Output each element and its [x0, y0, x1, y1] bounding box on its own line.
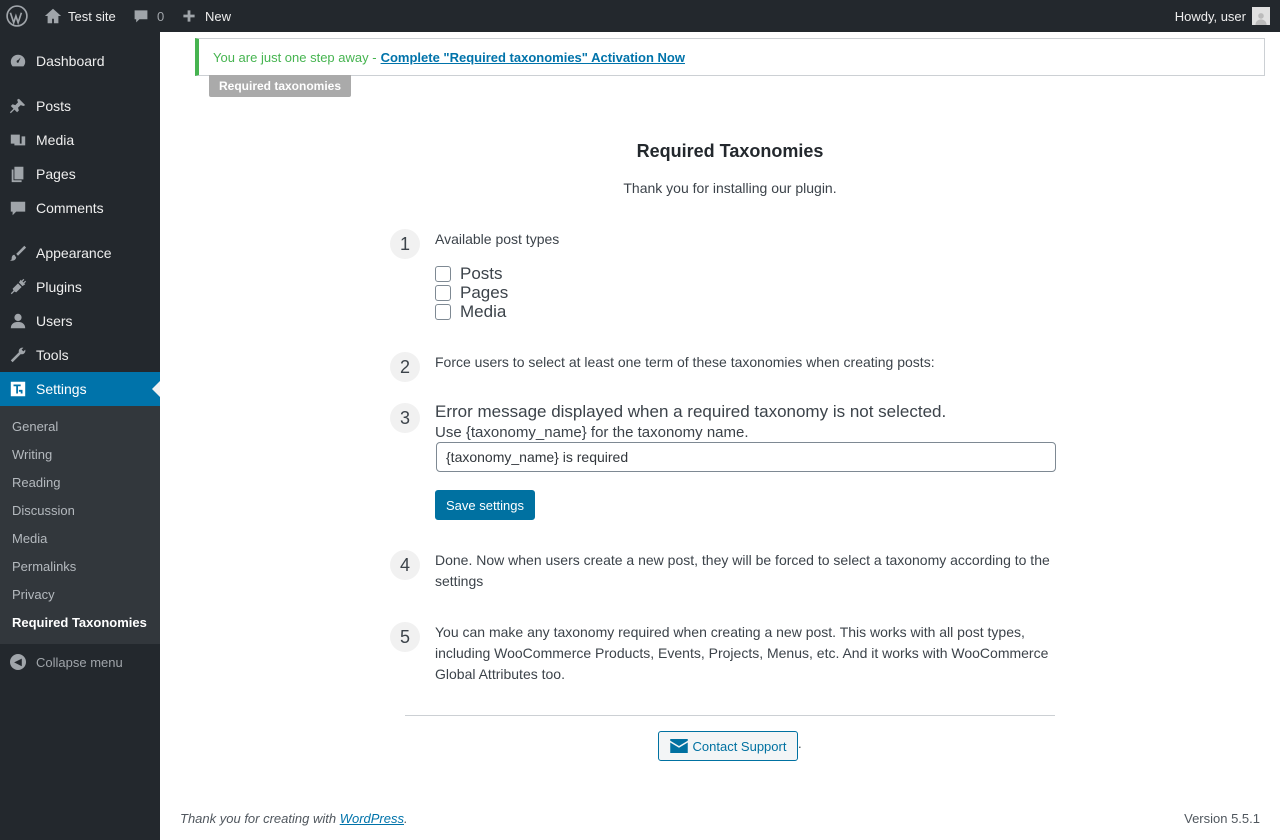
sidebar-item-label: Appearance: [36, 245, 112, 261]
pages-icon: [0, 165, 36, 183]
sidebar-item-pages[interactable]: [0, 157, 160, 191]
post-type-checkbox-posts[interactable]: [435, 264, 503, 284]
sidebar-item-label: Settings: [36, 381, 87, 397]
avatar: [1252, 7, 1270, 25]
checkbox[interactable]: [435, 285, 451, 301]
error-message-heading: Error message displayed when a required taxonomy is not selected.: [435, 402, 947, 421]
checkbox-label: Pages: [460, 283, 509, 302]
step-text: You can make any taxonomy required when creating a new post. This works with all post types, including WooCommerce Products, Events, Projects, Menus, etc. And it works with WooCommerce Global Attributes too.: [435, 624, 1049, 682]
submenu-item-general[interactable]: General: [12, 419, 59, 434]
sidebar-item-settings[interactable]: [0, 372, 160, 406]
dashboard-icon: [0, 52, 36, 70]
comment-icon: [0, 199, 36, 217]
wordpress-logo-icon[interactable]: [6, 0, 28, 32]
notice-text: You are just one step away -: [213, 49, 377, 65]
submenu-item-permalinks[interactable]: Permalinks: [12, 559, 77, 574]
required-taxonomies-tab[interactable]: Required taxonomies: [209, 75, 351, 97]
step-number: 4: [390, 550, 420, 580]
post-type-checkbox-pages[interactable]: [435, 283, 508, 303]
submenu-item-required-taxonomies[interactable]: Required Taxonomies: [12, 615, 147, 630]
collapse-menu-button[interactable]: [0, 650, 160, 674]
sidebar-item-plugins[interactable]: [0, 270, 160, 304]
plug-icon: [0, 278, 36, 296]
footer-thanks-suffix: .: [404, 811, 408, 826]
comments-link[interactable]: [133, 0, 164, 32]
step-number: 1: [390, 229, 420, 259]
sidebar-item-comments[interactable]: [0, 191, 160, 225]
envelope-icon: [670, 739, 688, 753]
submenu-item-writing[interactable]: Writing: [12, 447, 53, 462]
my-account-link[interactable]: [1175, 0, 1270, 32]
footer-version: Version 5.5.1: [1184, 811, 1260, 826]
wordpress-link[interactable]: WordPress: [339, 811, 404, 826]
pin-icon: [0, 97, 36, 115]
activation-link[interactable]: Complete "Required taxonomies" Activation Now: [380, 49, 685, 65]
activation-notice: [195, 38, 1265, 76]
sidebar-item-label: Users: [36, 313, 73, 329]
collapse-label: Collapse menu: [36, 654, 123, 670]
contact-support-label: Contact Support: [692, 738, 787, 754]
sidebar-item-media[interactable]: [0, 123, 160, 157]
admin-bar: [0, 0, 1280, 32]
sidebar-item-label: Comments: [36, 200, 104, 216]
admin-sidebar: [0, 32, 160, 840]
checkbox-label: Posts: [460, 264, 503, 283]
sidebar-item-label: Media: [36, 132, 75, 148]
submenu-item-media[interactable]: Media: [12, 531, 48, 546]
comments-count: 0: [157, 8, 165, 24]
media-icon: [0, 131, 36, 149]
sidebar-item-label: Pages: [36, 166, 76, 182]
step-number: 5: [390, 622, 420, 652]
footer-thanks-prefix: Thank you for creating with: [180, 811, 337, 826]
sidebar-item-tools[interactable]: [0, 338, 160, 372]
step-text: Available post types: [435, 231, 560, 247]
sidebar-item-label: Dashboard: [36, 53, 105, 69]
contact-support-button[interactable]: [658, 731, 798, 761]
sidebar-item-dashboard[interactable]: [0, 44, 160, 78]
divider: [405, 715, 1055, 716]
sidebar-item-label: Plugins: [36, 279, 82, 295]
new-content-link[interactable]: [182, 0, 231, 32]
error-message-input[interactable]: [436, 442, 1056, 472]
brush-icon: [0, 244, 36, 262]
submenu-item-privacy[interactable]: Privacy: [12, 587, 55, 602]
sidebar-item-appearance[interactable]: [0, 236, 160, 270]
sidebar-item-posts[interactable]: [0, 89, 160, 123]
site-name-link[interactable]: [44, 0, 116, 32]
step-number: 2: [390, 352, 420, 382]
checkbox[interactable]: [435, 266, 451, 282]
user-icon: [0, 312, 36, 330]
home-icon: [44, 7, 62, 25]
sidebar-item-label: Posts: [36, 98, 72, 114]
page-title: Required Taxonomies: [636, 141, 824, 161]
new-label: New: [205, 8, 232, 24]
settings-icon: [0, 380, 36, 398]
comment-icon: [133, 8, 149, 24]
step-text: Done. Now when users create a new post, they will be forced to select a taxonomy according to the settings: [435, 552, 1050, 589]
howdy-text: Howdy, user: [1174, 8, 1246, 24]
save-settings-button[interactable]: Save settings: [435, 490, 535, 520]
wrench-icon: [0, 346, 36, 364]
sidebar-item-users[interactable]: [0, 304, 160, 338]
error-message-help: Use {taxonomy_name} for the taxonomy name.: [435, 424, 749, 441]
submenu-item-reading[interactable]: Reading: [12, 475, 61, 490]
intro-text: Thank you for installing our plugin.: [623, 180, 837, 196]
post-type-checkbox-media[interactable]: [435, 302, 506, 322]
step-text: Force users to select at least one term of these taxonomies when creating posts:: [435, 354, 935, 370]
contact-suffix: .: [798, 736, 802, 751]
footer-thanks: [180, 811, 408, 826]
site-name: Test site: [68, 8, 116, 24]
sidebar-item-label: Tools: [36, 347, 69, 363]
checkbox[interactable]: [435, 304, 451, 320]
collapse-arrow-icon: ◀: [0, 654, 36, 670]
step-number: 3: [390, 403, 420, 433]
plus-icon: [182, 9, 196, 23]
settings-submenu: [0, 406, 160, 644]
checkbox-label: Media: [460, 302, 507, 321]
submenu-item-discussion[interactable]: Discussion: [12, 503, 75, 518]
